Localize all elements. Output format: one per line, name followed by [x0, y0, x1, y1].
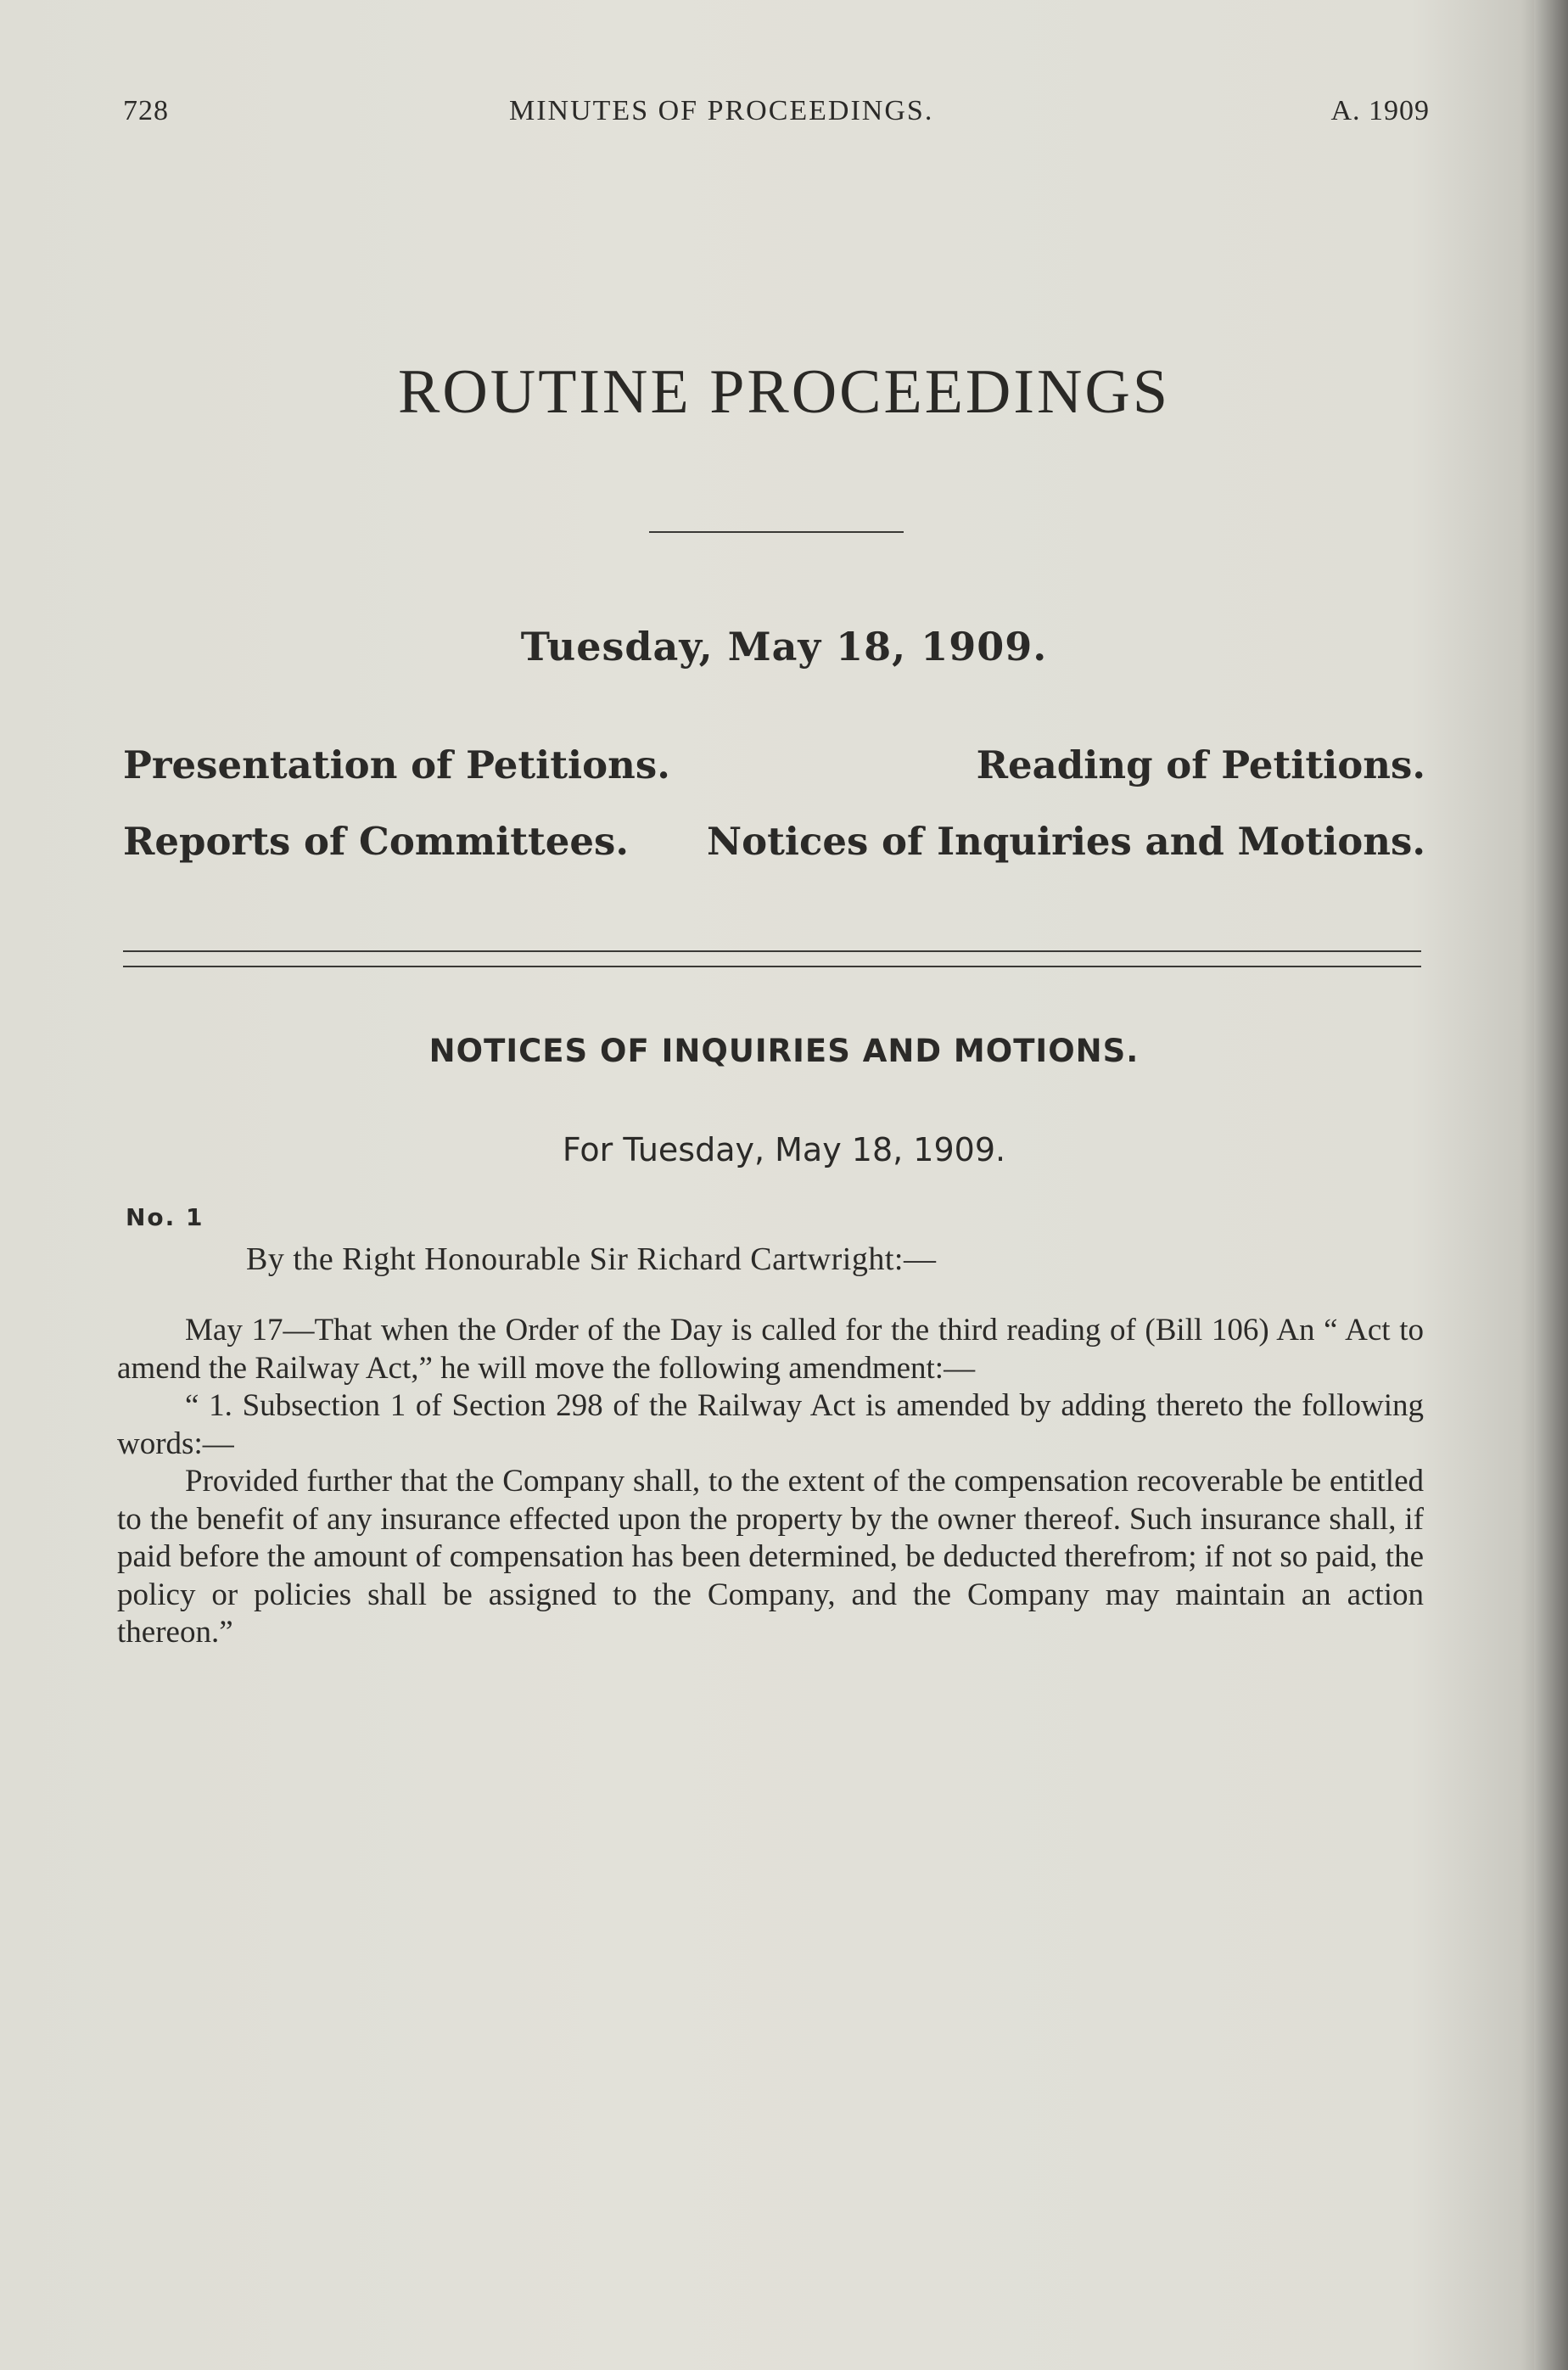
notice-paragraph: May 17—That when the Order of the Day is called for the third reading of (Bill 106) An “ Act to amend the Railway Act,” he will move the following amendment:— — [117, 1313, 1424, 1386]
page-number: 728 — [123, 95, 169, 126]
sitting-date: Tuesday, May 18, 1909. — [520, 624, 1048, 670]
double-rule-top — [123, 950, 1421, 952]
page-title: ROUTINE PROCEEDINGS — [397, 357, 1171, 427]
book-spine-shadow — [1534, 0, 1568, 2370]
section-date: For Tuesday, May 18, 1909. — [562, 1131, 1006, 1168]
heading-reports-of-committees: Reports of Committees. — [123, 819, 630, 864]
running-year: A. 1909 — [1330, 95, 1430, 126]
title-divider — [649, 531, 904, 533]
heading-notices-of-inquiries: Notices of Inquiries and Motions. — [706, 819, 1425, 864]
section-heading: NOTICES OF INQUIRIES AND MOTIONS. — [428, 1033, 1140, 1069]
double-rule-bottom — [123, 966, 1421, 967]
notice-paragraph: Provided further that the Company shall, to the extent of the compensation recoverable be entitled to the benefit of any insurance effected upon the property by the owner thereof. Such insurance shall, if paid before the amount of compensation has been determined, be deducted therefrom; if not so paid, the policy or policies shall be assigned to the Company, and the Company may maintain an action thereon.” — [117, 1464, 1424, 1650]
heading-reading-of-petitions: Reading of Petitions. — [976, 742, 1425, 787]
notice-mover: By the Right Honourable Sir Richard Cartwright:— — [246, 1241, 937, 1277]
notice-paragraph: “ 1. Subsection 1 of Section 298 of the Railway Act is amended by adding thereto the following words:— — [117, 1388, 1424, 1461]
order-headings-row-1 — [123, 742, 1425, 793]
running-head — [123, 95, 1430, 137]
notice-number: No. 1 — [126, 1203, 204, 1231]
order-headings-row-2 — [123, 819, 1425, 870]
heading-presentation-of-petitions: Presentation of Petitions. — [123, 742, 670, 787]
notice-body — [117, 1312, 1424, 1652]
running-title: MINUTES OF PROCEEDINGS. — [509, 95, 934, 126]
